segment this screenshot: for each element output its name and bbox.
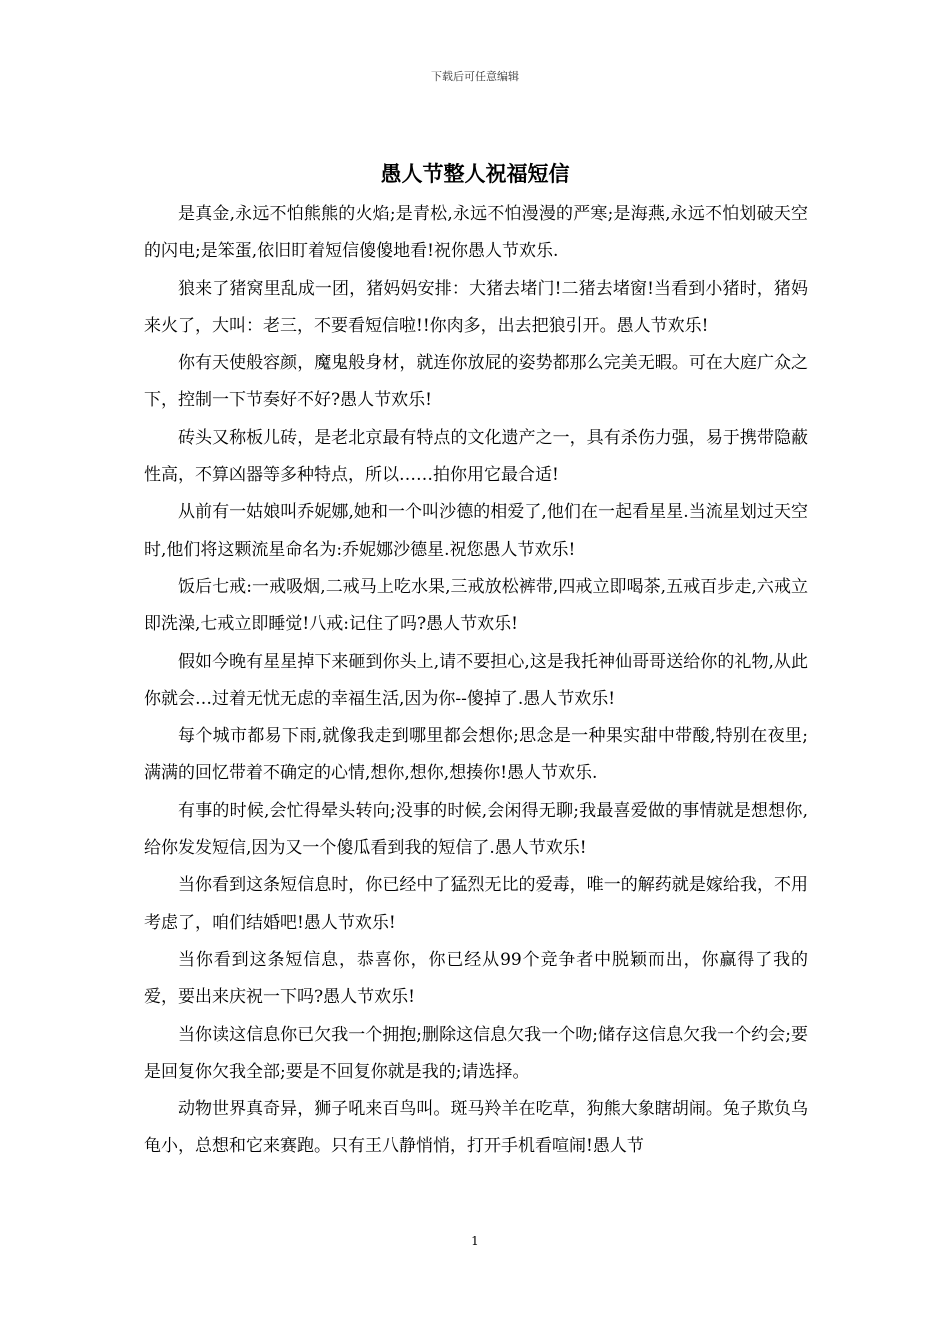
paragraph: 从前有一姑娘叫乔妮娜,她和一个叫沙德的相爱了,他们在一起看星星.当流星划过天空时,他们将这颗流星命名为:乔妮娜沙德星.祝您愚人节欢乐! (144, 502, 808, 560)
paragraph: 有事的时候,会忙得晕头转向;没事的时候,会闲得无聊;我最喜爱做的事情就是想想你,给你发发短信,因为又一个傻瓜看到我的短信了.愚人节欢乐! (144, 800, 808, 859)
paragraph: 动物世界真奇异，狮子吼来百鸟叫。斑马羚羊在吃草，狗熊大象瞎胡闹。兔子欺负乌龟小，总想和它来赛跑。只有王八静悄悄，打开手机看喧闹!愚人节 (144, 1099, 808, 1157)
header-note: 下载后可任意编辑 (431, 70, 519, 83)
paragraph: 饭后七戒:一戒吸烟,二戒马上吃水果,三戒放松裤带,四戒立即喝茶,五戒百步走,六戒立即洗澡,七戒立即睡觉!八戒:记住了吗?愚人节欢乐! (144, 576, 808, 635)
paragraph: 是真金,永远不怕熊熊的火焰;是青松,永远不怕漫漫的严寒;是海燕,永远不怕划破天空的闪电;是笨蛋,依旧盯着短信傻傻地看!祝你愚人节欢乐. (144, 204, 808, 262)
paragraph: 狼来了猪窝里乱成一团，猪妈妈安排：大猪去堵门!二猪去堵窗!当看到小猪时，猪妈来火了，大叫：老三，不要看短信啦!!你肉多，出去把狼引开。愚人节欢乐! (144, 278, 808, 336)
paragraph: 当你读这信息你已欠我一个拥抱;删除这信息欠我一个吻;储存这信息欠我一个约会;要是回复你欠我全部;要是不回复你就是我的;请选择。 (144, 1024, 808, 1082)
paragraph: 当你看到这条短信息，恭喜你，你已经从99个竞争者中脱颖而出，你赢得了我的爱，要出来庆祝一下吗?愚人节欢乐! (144, 949, 808, 1008)
document-body (144, 196, 808, 1198)
paragraph: 假如今晚有星星掉下来砸到你头上,请不要担心,这是我托神仙哥哥送给你的礼物,从此你就会…过着无忧无虑的幸福生活,因为你--傻掉了.愚人节欢乐! (144, 651, 808, 709)
page-number: 1 (471, 1234, 479, 1248)
paragraph: 当你看到这条短信息时，你已经中了猛烈无比的爱毒，唯一的解药就是嫁给我，不用考虑了，咱们结婚吧!愚人节欢乐! (144, 875, 808, 933)
paragraph: 每个城市都易下雨,就像我走到哪里都会想你;思念是一种果实甜中带酸,特别在夜里;满满的回忆带着不确定的心情,想你,想你,想揍你!愚人节欢乐. (144, 726, 808, 784)
paragraph: 你有天使般容颜，魔鬼般身材，就连你放屁的姿势都那么完美无暇。可在大庭广众之下，控制一下节奏好不好?愚人节欢乐! (144, 353, 808, 411)
paragraph: 砖头又称板儿砖，是老北京最有特点的文化遗产之一，具有杀伤力强，易于携带隐蔽性高，不算凶器等多种特点，所以……拍你用它最合适! (144, 427, 808, 486)
document-title: 愚人节整人祝福短信 (380, 161, 570, 186)
